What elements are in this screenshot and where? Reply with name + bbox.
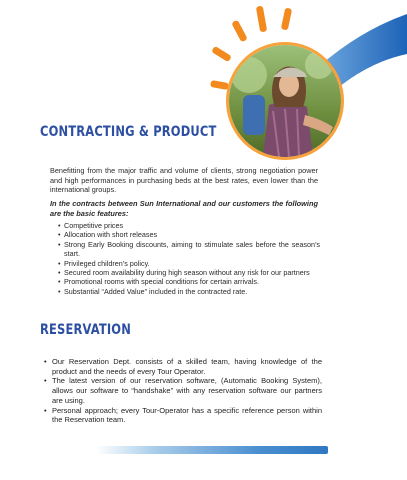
list-item: • Our Reservation Dept. consists of a skilled team, having knowledge of the product and the needs of every Tour Operator. — [44, 357, 322, 376]
contracting-lead: In the contracts between Sun International and our customers the following are the basic features: — [50, 199, 318, 218]
features-list — [58, 221, 320, 296]
reservation-list — [44, 357, 322, 425]
contracting-intro: Benefitting from the major traffic and volume of clients, strong negotiation power and high performances in purchasing beds at the best rates, even lower than the international groups. — [50, 166, 318, 195]
list-item: • Promotional rooms with special conditions for certain arrivals. — [58, 277, 320, 286]
list-item: • The latest version of our reservation software, (Automatic Booking System), allows our software to “handshake” with any reservation software our partners are using. — [44, 376, 322, 405]
woman-hiker-photo — [226, 42, 344, 160]
list-item: • Substantial “Added Value” included in the contracted rate. — [58, 287, 320, 296]
list-item: • Strong Early Booking discounts, aiming to stimulate sales before the season’s start. — [58, 240, 320, 259]
list-item: • Personal approach; every Tour-Operator has a specific reference person within the Reservation team. — [44, 406, 322, 425]
footer-gradient-bar — [96, 446, 328, 454]
list-item: • Allocation with short releases — [58, 230, 320, 239]
list-item: • Competitive prices — [58, 221, 320, 230]
list-item: • Secured room availability during high season without any risk for our partners — [58, 268, 320, 277]
reservation-title: RESERVATION — [40, 322, 132, 338]
contracting-title: CONTRACTING & PRODUCT — [40, 124, 217, 140]
list-item: • Privileged children’s policy. — [58, 259, 320, 268]
